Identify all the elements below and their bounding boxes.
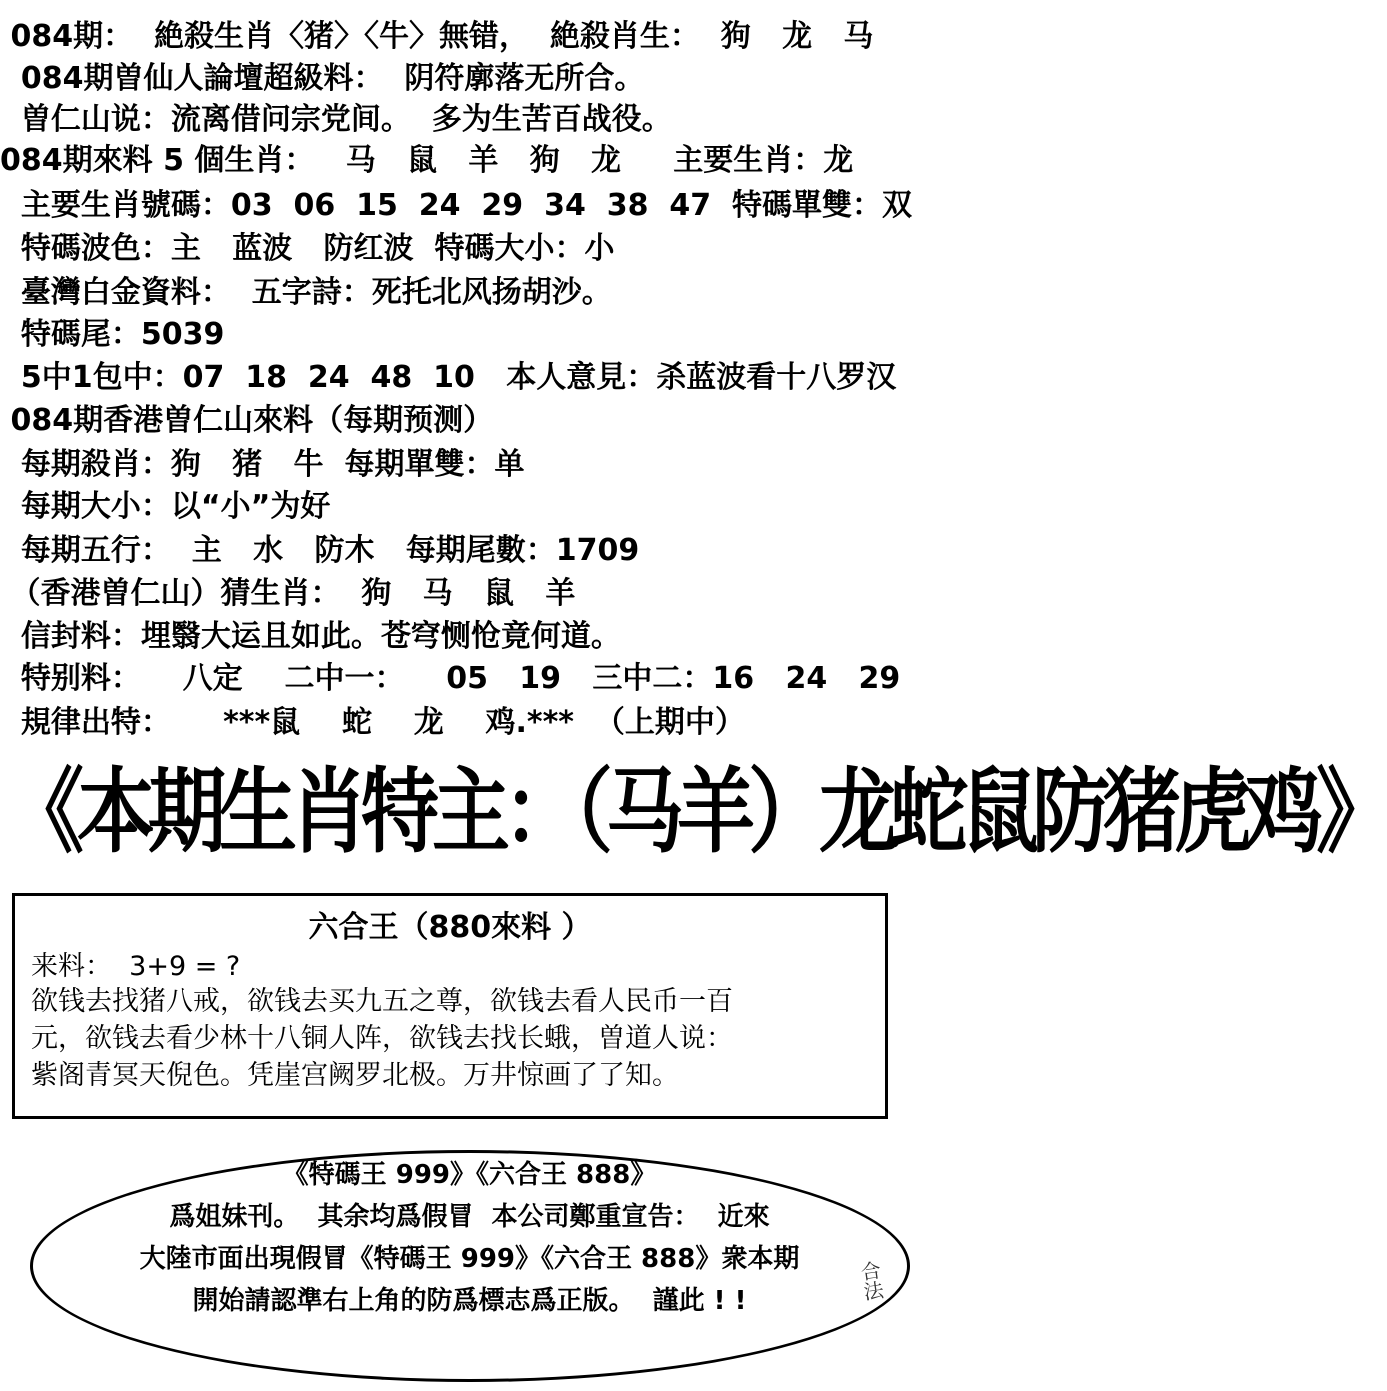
line-five-zodiacs: 084期來料 5 個生肖： 马 鼠 羊 狗 龙 主要生肖：龙 [0,143,854,178]
line-tail: 特碼尾：5039 [0,317,225,352]
line-pattern: 規律出特： ***鼠 蛇 龙 鸡.*** （上期中） [0,705,745,740]
line-envelope: 信封料：埋翳大运且如此。苍穹恻怆竟何道。 [0,619,621,654]
notice-line: 開始請認準右上角的防爲標志爲正版。 謹此 ! ! [192,1286,747,1316]
line-forum-material: 084期曽仙人論壇超級料： 阴符廓落无所合。 [0,61,645,96]
authenticity-stamp: 合法 [856,1259,886,1303]
line-hk-material: 084期香港曽仁山來料（每期预测） [0,403,494,438]
notice-line: 《特碼王 999》《六合王 888》 [282,1160,657,1190]
notice-line: 大陸市面出現假冒《特碼王 999》《六合王 888》衆本期 [139,1244,800,1274]
line-each-element: 每期五行： 主 水 防木 每期尾數：1709 [0,533,640,568]
box-line: 元，欲钱去看少林十八铜人阵，欲钱去找长蛾，曽道人说： [31,1023,733,1054]
line-kill-zodiac: 084期： 絶殺生肖〈猪〉〈牛〉無错， 絶殺肖生： 狗 龙 马 [0,19,874,54]
line-guess-zodiac: （香港曽仁山）猜生肖： 狗 马 鼠 羊 [0,576,576,611]
line-zeng-says: 曽仁山说：流离借问宗党间。 多为生苦百战役。 [0,102,672,137]
line-each-kill: 每期殺肖：狗 猪 牛 每期單雙：单 [0,447,525,482]
box-line: 来料： 3+9 = ? [31,951,241,982]
box-line: 紫阁青冥天倪色。凭崖宫阙罗北极。万井惊画了了知。 [31,1060,679,1091]
notice-line: 爲姐妹刊。 其余均爲假冒 本公司鄭重宣告： 近來 [169,1202,770,1232]
headline-banner: 《本期生肖特主：（马羊）龙蛇鼠防猪虎鸡》 [6,758,1387,867]
line-main-numbers: 主要生肖號碼：03 06 15 24 29 34 38 47 特碼單雙：双 [0,188,912,223]
box-title: 六合王（880來料 ） [308,910,592,945]
line-taiwan-platinum: 臺灣白金資料： 五字詩：死托北风扬胡沙。 [0,275,612,310]
line-wave-color: 特碼波色：主 蓝波 防红波 特碼大小：小 [0,231,615,266]
line-five-in-one: 5中1包中：07 18 24 48 10 本人意見：杀蓝波看十八罗汉 [0,360,897,395]
line-special: 特别料： 八定 二中一： 05 19 三中二：16 24 29 [0,661,901,696]
box-line: 欲钱去找猪八戒，欲钱去买九五之尊，欲钱去看人民币一百 [31,986,733,1017]
liuhe-wang-box [12,893,888,1119]
line-each-size: 每期大小：以“小”为好 [0,489,331,524]
